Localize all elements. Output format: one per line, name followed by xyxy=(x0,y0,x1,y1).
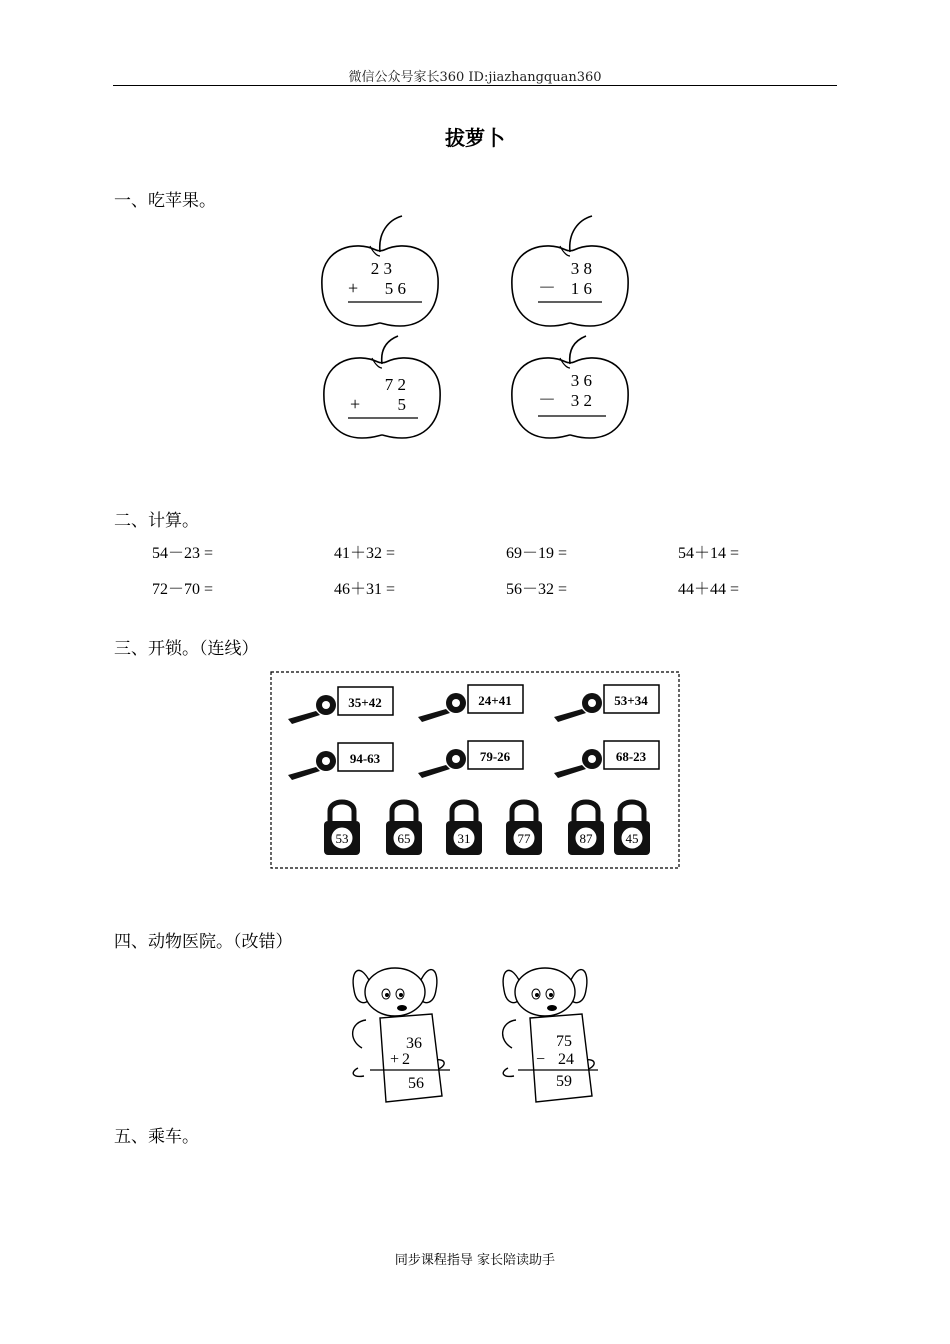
lock-1-label: 53 xyxy=(335,831,349,846)
dogs-illustration xyxy=(340,960,630,1110)
apple-4 xyxy=(512,336,628,438)
key-6 xyxy=(554,741,659,778)
dog-1-answer: 56 xyxy=(408,1075,424,1092)
page-footer: 同步课程指导 家长陪读助手 xyxy=(394,1253,556,1268)
header-divider xyxy=(113,85,837,86)
dog-2-bottom: 24 xyxy=(558,1051,574,1068)
key-1 xyxy=(288,687,393,724)
apple-2 xyxy=(512,216,628,326)
dog-2 xyxy=(503,968,598,1102)
calc-item: 41＋32 = xyxy=(334,545,396,562)
calc-item: 72－70 = xyxy=(152,581,214,598)
apple-1-bottom: 5 6 xyxy=(384,279,406,298)
calc-item: 46＋31 = xyxy=(334,581,396,598)
key-2-label: 24+41 xyxy=(478,693,512,708)
apple-2-top: 3 8 xyxy=(570,259,592,278)
key-1-label: 35+42 xyxy=(348,695,382,710)
apple-1 xyxy=(322,216,438,326)
apple-2-op: － xyxy=(538,278,556,298)
lock-5 xyxy=(568,802,604,855)
apple-1-op: + xyxy=(348,278,359,298)
lock-5-label: 87 xyxy=(579,831,593,846)
apples-illustration xyxy=(300,214,650,454)
calc-item: 54＋14 = xyxy=(678,545,740,562)
section-heading-bus: 五、乘车。 xyxy=(114,1127,199,1147)
lock-6-label: 45 xyxy=(625,831,639,846)
lock-4-label: 77 xyxy=(517,831,531,846)
page-header: 微信公众号家长360 ID:jiazhangquan360 xyxy=(348,70,602,85)
section-heading-hospital: 四、动物医院。（改错） xyxy=(114,932,293,952)
apple-4-top: 3 6 xyxy=(570,371,592,390)
section-heading-apples: 一、吃苹果。 xyxy=(114,191,216,211)
lock-2 xyxy=(386,802,422,855)
dog-1-op: + xyxy=(390,1051,400,1068)
apple-3-op: + xyxy=(350,394,361,414)
section-heading-locks: 三、开锁。（连线） xyxy=(114,639,259,659)
apple-4-bottom: 3 2 xyxy=(570,391,592,410)
dog-1-bottom: 2 xyxy=(402,1051,410,1068)
calc-item: 69－19 = xyxy=(506,545,568,562)
keys-locks-illustration xyxy=(268,669,682,873)
lock-3-label: 31 xyxy=(457,831,471,846)
key-5-label: 79-26 xyxy=(479,749,511,764)
apple-3 xyxy=(324,336,440,438)
dog-1-top: 36 xyxy=(406,1035,422,1052)
lock-4 xyxy=(506,802,542,855)
section-heading-calc: 二、计算。 xyxy=(114,511,199,531)
dog-2-answer: 59 xyxy=(556,1073,572,1090)
key-3-label: 53+34 xyxy=(614,693,648,708)
apple-2-bottom: 1 6 xyxy=(570,279,592,298)
calc-item: 44＋44 = xyxy=(678,581,740,598)
key-4 xyxy=(288,743,393,780)
lock-6 xyxy=(614,802,650,855)
page-title: 拔萝卜 xyxy=(445,126,505,150)
apple-3-top: 7 2 xyxy=(384,375,406,394)
key-6-label: 68-23 xyxy=(615,749,647,764)
dog-1 xyxy=(353,968,450,1102)
lock-1 xyxy=(324,802,360,855)
calc-item: 54－23 = xyxy=(152,545,214,562)
key-4-label: 94-63 xyxy=(349,751,381,766)
dog-2-top: 75 xyxy=(556,1033,572,1050)
key-2 xyxy=(418,685,523,722)
calc-item: 56－32 = xyxy=(506,581,568,598)
key-5 xyxy=(418,741,523,778)
dog-2-op: − xyxy=(536,1051,546,1068)
lock-3 xyxy=(446,802,482,855)
apple-3-bottom: 5 xyxy=(397,395,406,414)
key-3 xyxy=(554,685,659,722)
apple-4-op: － xyxy=(538,390,556,410)
lock-2-label: 65 xyxy=(397,831,411,846)
apple-1-top: 2 3 xyxy=(370,259,392,278)
